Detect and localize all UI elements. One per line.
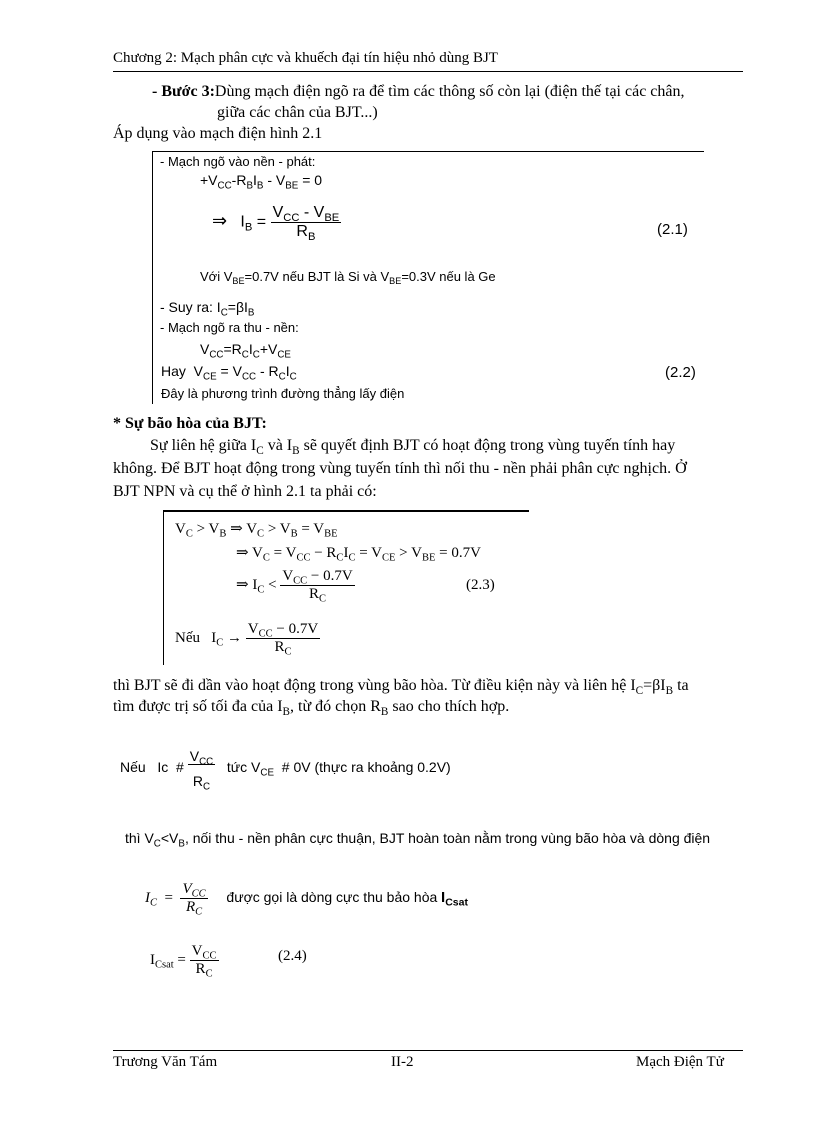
after-box2-line2: tìm được trị số tối đa của $I_B$, từ đó chọn $R_B$ sao cho thích hợp. [113,698,510,718]
input-loop-title: - Mạch ngõ vào nền - phát: [160,154,316,169]
icsat-fraction: $\frac{V_{CC}}{R_C}$ [182,881,206,918]
saturation-para-line2: không. Để BJT hoạt động trong vùng tuyến tính thì nối thu - nền phải phân cực nghịch. Ở [113,460,687,477]
footer-course: Mạch Điện Tử [636,1054,724,1070]
box2-left [163,510,164,665]
implies-arrow: ⇒ [212,210,228,231]
page-header: Chương 2: Mạch phân cực và khuếch đại tín hiệu nhỏ dùng BJT [113,50,498,66]
box2-top [163,510,529,512]
step3-line1 [152,83,685,101]
box1-left [152,151,153,404]
header-rule [113,71,743,72]
apply-line: Áp dụng vào mạch điện hình 2.1 [113,125,323,142]
icsat-formula-fraction: $\frac{V_{CC}}{R_C}$ [191,943,217,980]
output-loop-title: - Mạch ngõ ra thu - nền: [160,320,299,335]
sat-line: thì $V_C<V_B$, nối thu - nền phân cực thuận, BJT hoàn toàn nằm trong vùng bão hòa và dòng điện [125,830,711,850]
ib-formula: ⇒ $I_B$ = $\frac{V_{CC} - V_{BE}}{R_B}$ [212,204,340,243]
sat-condition: Nếu Ic # $\frac{V_{CC}}{R_C}$ tức $V_{CE}$ # 0V (thực ra khoảng 0.2V) [120,748,451,793]
eq-number-2-4: (2.4) [278,948,307,964]
eq-number-2-2: (2.2) [665,364,696,381]
vbe-note: Với $V_{BE}=0.7V$ nếu BJT là Si và $V_{BE}=0.3V$ nếu là Ge [200,269,496,287]
ic-deduction: - Suy ra: $I_C=\beta I_B$ [160,299,255,319]
eq-number-2-1: (2.1) [657,221,688,238]
footer-page-number: II-2 [391,1054,414,1070]
step3-label: - Bước 3: [152,83,215,100]
loadline-note: Đây là phương trình đường thẳng lấy điện [161,386,405,401]
cond-line2: ⇒ $V_C = V_{CC} - R_CI_C = V_{CE} > V_{BE} = 0.7V$ [236,545,481,564]
vce-equation: Hay $V_{CE} = V_{CC} - R_CI_C$ [161,363,297,383]
saturation-para-line1: Sự liên hệ giữa $I_C$ và $I_B$ sẽ quyết định BJT có hoạt động trong vùng tuyến tính hay [150,437,676,457]
cond-line4: Nếu $I_C$ → $\frac{V_{CC} - 0.7V}{R_C}$ [175,621,319,658]
box1-top [152,151,704,152]
kvl-output-equation: $V_{CC}=R_CI_C+V_{CE}$ [200,341,291,361]
vcc-over-rc: $\frac{V_{CC}}{R_C}$ [189,748,214,793]
icsat-formula: $I_{Csat}$ = $\frac{V_{CC}}{R_C}$ [150,943,217,980]
kvl-input-equation: $+V_{CC}-R_BI_B - V_{BE} = 0$ [200,172,323,192]
eq-number-2-3: (2.3) [466,577,495,593]
cond-line1: $V_C > V_B$ ⇒ $V_C > V_B = V_{BE}$ [175,521,338,540]
step3-line2: giữa các chân của BJT...) [217,104,378,121]
saturation-heading: * Sự bão hòa của BJT: [113,415,267,432]
footer-author: Trương Văn Tám [113,1054,218,1070]
footer-rule [113,1050,743,1051]
after-box2-line1: thì BJT sẽ đi dần vào hoạt động trong vùng bão hòa. Từ điều kiện này và liên hệ $I_C=\beta I_B$ ta [113,677,689,697]
step3-text1: Dùng mạch điện ngõ ra để tìm các thông số còn lại (điện thế tại các chân, [214,83,685,100]
eq-zero: = 0 [302,172,323,188]
cond-line3: ⇒ $I_C$ < $\frac{V_{CC} - 0.7V}{R_C}$ [236,568,353,605]
icsat-definition: $I_C$ = $\frac{V_{CC}}{R_C}$ được gọi là dòng cực thu bảo hòa $I_{Csat}$ [145,881,468,918]
ib-fraction: $\frac{V_{CC} - V_{BE}}{R_B}$ [272,204,340,243]
saturation-para-line3: BJT NPN và cụ thể ở hình 2.1 ta phải có: [113,483,377,500]
ic-approach-fraction: $\frac{V_{CC} - 0.7V}{R_C}$ [247,621,319,658]
ic-limit-fraction: $\frac{V_{CC} - 0.7V}{R_C}$ [282,568,353,605]
